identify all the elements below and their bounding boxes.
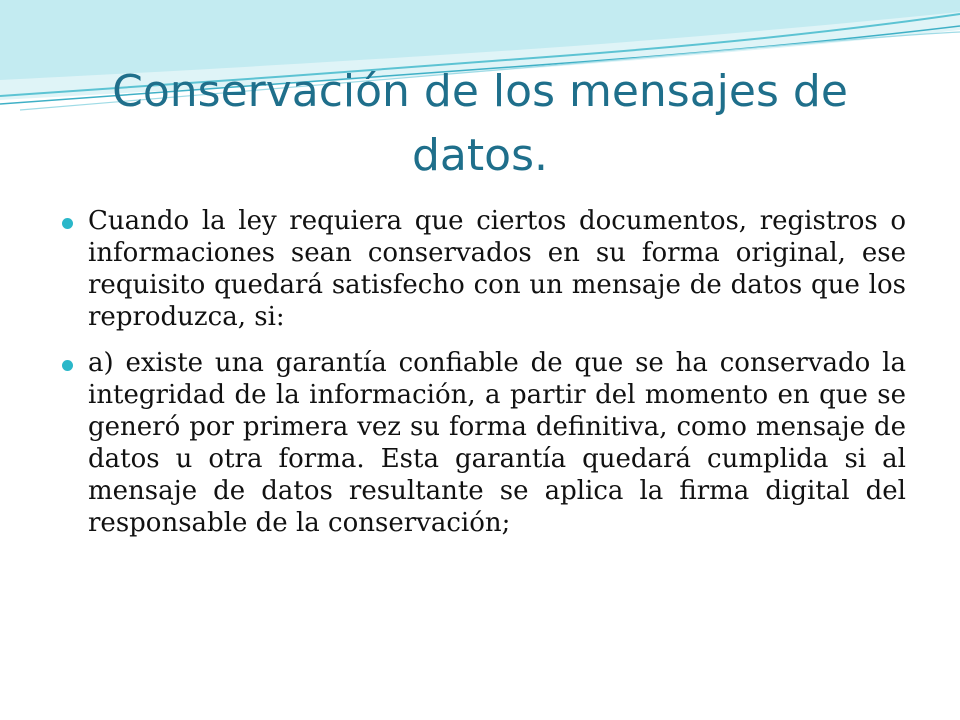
bullet-text: Cuando la ley requiera que ciertos documentos, registros o informaciones sean conservados en su forma original, ese requisito quedará satisfecho con un mensaje de datos que los reproduzca, si: (88, 206, 906, 332)
list-item (62, 347, 906, 539)
bullet-text: a) existe una garantía confiable de que se ha conservado la integridad de la información, a partir del momento en que se generó por primera vez su forma definitiva, como mensaje de datos u otra forma. Esta garantía quedará cumplida si al mensaje de datos resultante se aplica la firma digital del responsable de la conservación; (88, 348, 906, 538)
bullet-icon (62, 360, 73, 371)
bullet-icon (62, 218, 73, 229)
slide-title: Conservación de los mensajes de datos. (112, 66, 848, 181)
list-item (62, 205, 906, 333)
bullet-list (62, 205, 906, 553)
